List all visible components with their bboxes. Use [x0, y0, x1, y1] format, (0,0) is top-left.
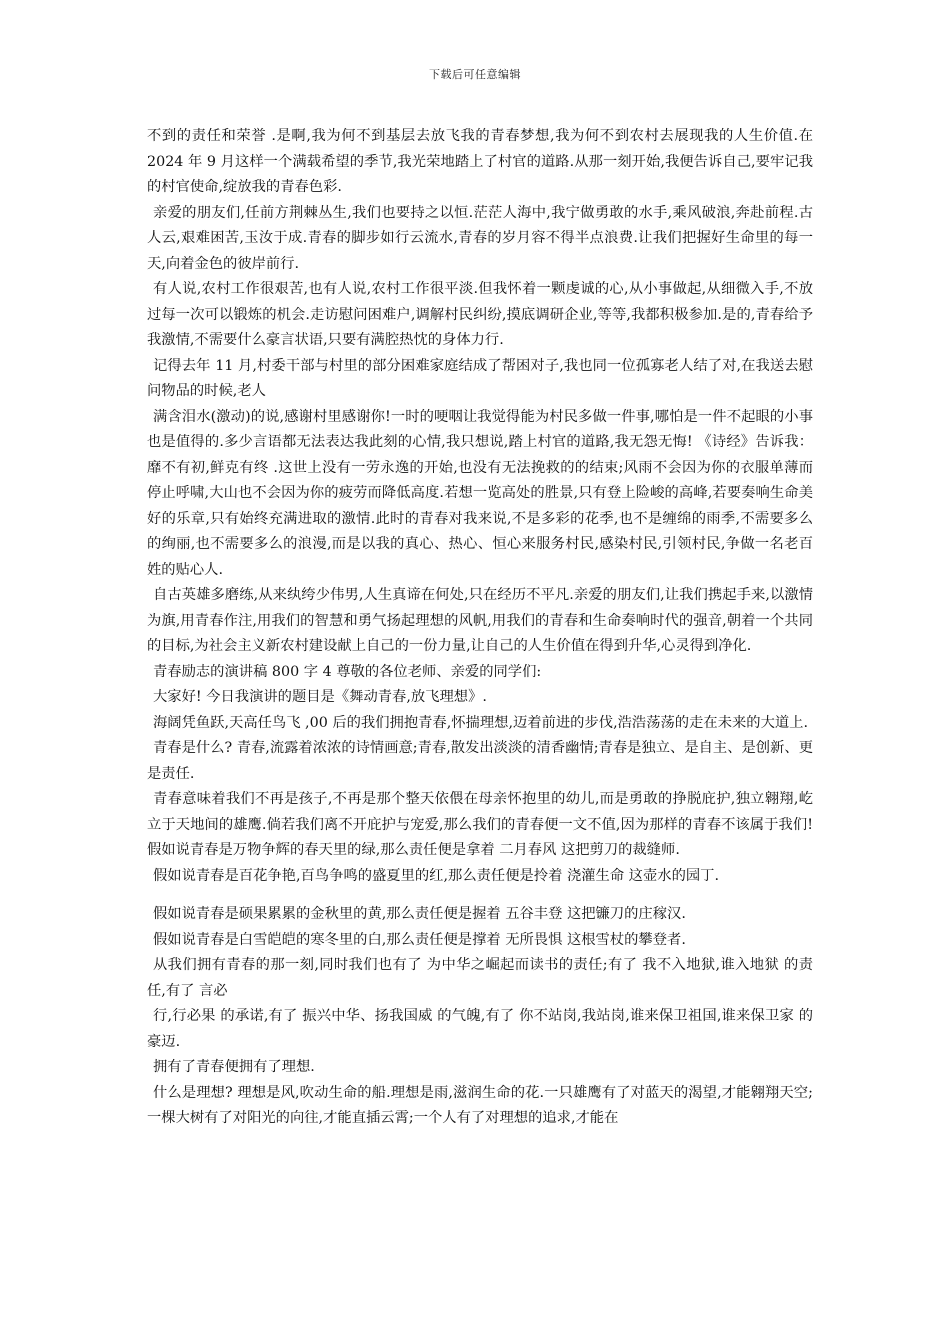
paragraph: 青春意味着我们不再是孩子,不再是那个整天依偎在母亲怀抱里的幼儿,而是勇敢的挣脱庇护,独立翱翔,屹立于天地间的雄鹰.倘若我们离不开庇护与宠爱,那么我们的青春便一文不值,因为那样的青春不该属于我们!假如说青春是万物争辉的春天里的绿,那么责任便是拿着 二月春风 这把剪刀的裁缝师.: [147, 791, 813, 858]
paragraph: 什么是理想? 理想是风,吹动生命的船.理想是雨,滋润生命的花.一只雄鹰有了对蓝天的渴望,才能翱翔天空;一棵大树有了对阳光的向往,才能直插云霄;一个人有了对理想的追求,才能在: [147, 1084, 813, 1126]
paragraph: 假如说青春是白雪皑皑的寒冬里的白,那么责任便是撑着 无所畏惧 这根雪杖的攀登者.: [153, 931, 686, 948]
paragraph: 有人说,农村工作很艰苦,也有人说,农村工作很平淡.但我怀着一颗虔诚的心,从小事做起,从细微入手,不放过每一次可以锻炼的机会.走访慰问困难户,调解村民纠纷,摸底调研企业,等等,我都积极参加.是的,青春给予我激情,不需要什么豪言状语,只要有满腔热忱的身体力行.: [147, 281, 813, 348]
paragraph: 行,行必果 的承诺,有了 振兴中华、扬我国威 的气魄,有了 你不站岗,我站岗,谁来保卫祖国,谁来保卫家 的豪迈.: [147, 1008, 813, 1050]
paragraph: 记得去年 11 月,村委干部与村里的部分困难家庭结成了帮困对子,我也同一位孤寡老人结了对,在我送去慰问物品的时候,老人: [147, 357, 813, 399]
paragraph: 青春励志的演讲稿 800 字 4 尊敬的各位老师、亲爱的同学们:: [153, 663, 542, 680]
paragraph: 不到的责任和荣誉 .是啊,我为何不到基层去放飞我的青春梦想,我为何不到农村去展现我的人生价值.在 2024 年 9 月这样一个满载希望的季节,我光荣地踏上了村官的道路.从那一刻开始,我便告诉自己,要牢记我的村官使命,绽放我的青春色彩.: [147, 128, 813, 195]
paragraph: 假如说青春是百花争艳,百鸟争鸣的盛夏里的红,那么责任便是拎着 浇灌生命 这壶水的园丁.: [153, 867, 719, 884]
paragraph: 亲爱的朋友们,任前方荆棘丛生,我们也要持之以恒.茫茫人海中,我宁做勇敢的水手,乘风破浪,奔赴前程.古人云,艰难困苦,玉汝于成.青春的脚步如行云流水,青春的岁月容不得半点浪费.让我们把握好生命里的每一天,向着金色的彼岸前行.: [147, 204, 813, 272]
paragraph: 从我们拥有青春的那一刻,同时我们也有了 为中华之崛起而读书的责任;有了 我不入地狱,谁入地狱 的责任,有了 言必: [147, 957, 813, 999]
page-header: 下载后可任意编辑: [429, 68, 521, 81]
paragraph: 假如说青春是硕果累累的金秋里的黄,那么责任便是握着 五谷丰登 这把镰刀的庄稼汉.: [153, 906, 686, 922]
paragraph: 满含泪水(激动)的说,感谢村里感谢你!一时的哽咽让我觉得能为村民多做一件事,哪怕是一件不起眼的小事也是值得的.多少言语都无法表达我此刻的心情,我只想说,踏上村官的道路,我无怨无悔! 《诗经》告诉我： 靡不有初,鲜克有终 .这世上没有一劳永逸的开始,也没有无法挽救的的结束;风雨不会因为你的衣服单薄而停止呼啸,大山也不会因为你的疲劳而降低高度.若想一览高处的胜景,只有登上险峻的高峰,若要奏响生命美好的乐章,只有始终充满进取的激情.此时的青春对我来说,不是多彩的花季,也不是缠绵的雨季,不需要多么的绚丽,也不需要多么的浪漫,而是以我的真心、热心、恒心来服务村民,感染村民,引领村民,争做一名老百姓的贴心人.: [147, 408, 813, 578]
paragraph: 海阔凭鱼跃,天高任鸟飞 ,00 后的我们拥抱青春,怀揣理想,迈着前进的步伐,浩浩荡荡的走在未来的大道上.: [153, 714, 809, 731]
paragraph: 拥有了青春便拥有了理想.: [153, 1059, 315, 1075]
paragraph: 青春是什么? 青春,流露着浓浓的诗情画意;青春,散发出淡淡的清香幽情;青春是独立、是自主、是创新、更是责任.: [147, 740, 813, 782]
paragraph: 自古英雄多磨练,从来纨绔少伟男,人生真谛在何处,只在经历不平凡.亲爱的朋友们,让我们携起手来,以激情为旗,用青春作注,用我们的智慧和勇气扬起理想的风帆,用我们的青春和生命奏响时代的强音,朝着一个共同的目标,为社会主义新农村建设献上自己的一份力量,让自己的人生价值在得到升华,心灵得到净化.: [147, 587, 813, 654]
paragraph: 大家好! 今日我演讲的题目是《舞动青春,放飞理想》.: [153, 689, 487, 705]
document-body: [147, 124, 813, 1132]
